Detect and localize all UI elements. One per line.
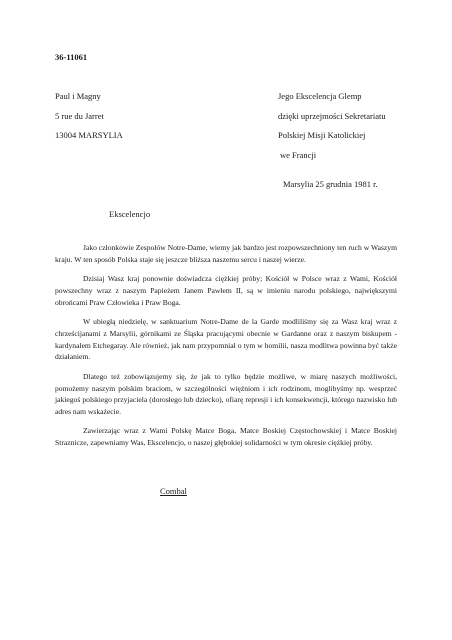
recipient-line-2: dzięki uprzejmości Sekretariatu	[278, 110, 386, 121]
sender-city: 13004 MARSYLIA	[55, 130, 123, 140]
paragraph: W ubiegłą niedzielę, w sanktuarium Notre-Dame de la Garde modliliśmy się za Wasz kraj wraz z chrześcijanami z Marsylii, górnikami ze Śląska pracującymi obecnie w Gardanne oraz z naszym biskupem - kardynałem Etchegaray. Ale również, jak nam przypomniał o tym w homilii, nasza modlitwa powinna być także działaniem.	[55, 317, 397, 362]
salutation: Ekscelencjo	[109, 209, 151, 219]
paragraph: Dlatego też zobowiązujemy się, że jak to tylko będzie możliwe, w miarę naszych możliwości, pomożemy naszym polskim braciom, w szczególności więźniom i ich rodzinom, moglibyśmy np. wesprzeć jakiegoś polskiego przyjaciela (dorosłego lub dziecko), ofiarę represji i ich konsekwencji, którego nazwisko lub adres nam wskażecie.	[55, 371, 397, 416]
paragraph: Zawierzając wraz z Wami Polskę Matce Boga, Matce Boskiej Częstochowskiej i Matce Boskiej Straznicze, zapewniamy Was, Ekscelencjo, o naszej głębokiej solidarności w tym okresie ciężkiej próby.	[55, 426, 397, 448]
place-date: Marsylia 25 grudnia 1981 r.	[283, 179, 378, 189]
sender-street: 5 rue du Jarret	[55, 110, 104, 121]
letter-body	[55, 242, 397, 457]
sender-address	[55, 87, 123, 146]
recipient-line-4: we Francji	[280, 149, 317, 160]
paragraph: Dzisiaj Wasz kraj ponownie doświadcza ciężkiej próby; Kościół w Polsce wraz z Wami, Kościół powszechny wraz z naszym Papieżem Janem Pawłem II, są w imieniu narodu polskiego, największymi obrońcami Praw Człowieka i Praw Boga.	[55, 274, 397, 307]
paragraph: Jako członkowie Zespołów Notre-Dame, wiemy jak bardzo jest rozpowszechniony ten ruch w Waszym kraju. W ten sposób Polska staje się jeszcze bliższa naszemu sercu i naszej wierze.	[55, 243, 397, 264]
recipient-line-1: Jego Ekscelencja Glemp	[278, 91, 362, 101]
reference-number: 36-11061	[55, 52, 88, 62]
recipient-line-3: Polskiej Misji Katolickiej	[278, 130, 366, 140]
sender-name: Paul i Magny	[55, 91, 101, 101]
signature: Combal	[160, 486, 187, 496]
recipient-address	[278, 87, 386, 165]
